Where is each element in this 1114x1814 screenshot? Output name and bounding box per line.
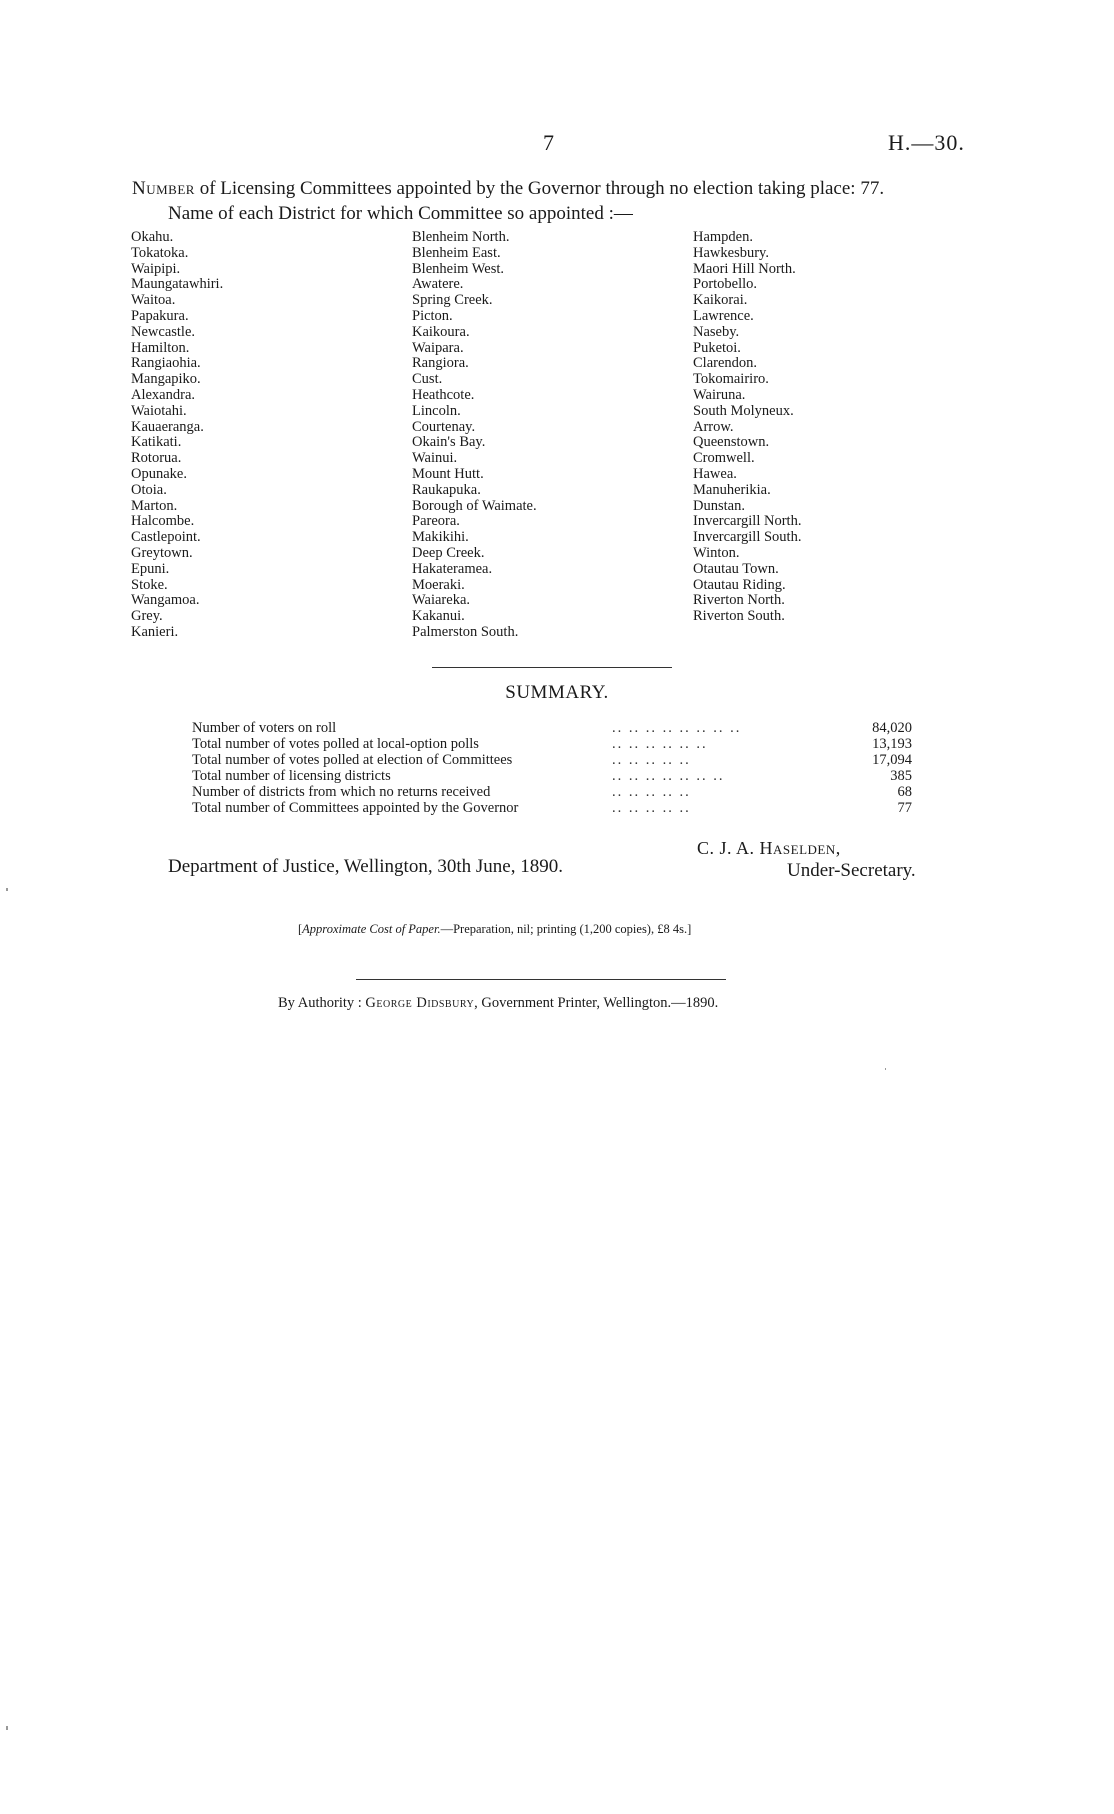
summary-label: Total number of votes polled at election of Committees bbox=[192, 752, 513, 768]
district-name: Newcastle. bbox=[131, 323, 196, 340]
district-name: Riverton South. bbox=[693, 608, 785, 625]
district-name: Arrow. bbox=[693, 418, 734, 435]
summary-label: Total number of licensing districts bbox=[192, 768, 391, 784]
summary-value: 68 bbox=[897, 784, 912, 800]
scan-speck bbox=[6, 1726, 8, 1730]
district-name: Kakanui. bbox=[412, 608, 465, 625]
summary-value: 13,193 bbox=[872, 736, 912, 752]
district-name: Kaikorai. bbox=[693, 292, 748, 309]
district-name: Marton. bbox=[131, 497, 178, 514]
dot-leader: .. .. .. .. .. .. bbox=[612, 736, 708, 752]
cost-label: Approximate Cost of Paper. bbox=[302, 922, 441, 936]
summary-value: 84,020 bbox=[872, 720, 912, 736]
dot-leader: .. .. .. .. .. bbox=[612, 800, 691, 816]
district-name: Halcombe. bbox=[131, 513, 195, 530]
district-name: Waiareka. bbox=[412, 592, 470, 609]
district-name: Kaikoura. bbox=[412, 323, 470, 340]
district-name: Invercargill North. bbox=[693, 513, 802, 530]
district-name: Blenheim East. bbox=[412, 244, 501, 261]
district-name: Greytown. bbox=[131, 544, 193, 561]
department-line: Department of Justice, Wellington, 30th June, 1890. bbox=[168, 856, 563, 877]
district-name: Picton. bbox=[412, 307, 453, 324]
signatory-name bbox=[697, 838, 841, 859]
summary-row bbox=[192, 768, 912, 784]
district-name: Waipara. bbox=[412, 339, 464, 356]
district-name: Tokomairiro. bbox=[693, 371, 769, 388]
signatory-title: Under-Secretary. bbox=[787, 860, 916, 881]
summary-value: 17,094 bbox=[872, 752, 912, 768]
district-name: Mount Hutt. bbox=[412, 465, 484, 482]
district-name: Naseby. bbox=[693, 323, 740, 340]
signatory-initials: C. J. A. bbox=[697, 838, 760, 858]
summary-row bbox=[192, 784, 912, 800]
district-name: Puketoi. bbox=[693, 339, 741, 356]
district-name: Lincoln. bbox=[412, 402, 461, 419]
district-name: Hawkesbury. bbox=[693, 244, 769, 261]
district-name: Mangapiko. bbox=[131, 371, 201, 388]
district-name: Papakura. bbox=[131, 307, 189, 324]
district-name: Otautau Riding. bbox=[693, 576, 786, 593]
summary-label: Total number of votes polled at local-option polls bbox=[192, 736, 479, 752]
district-name: Waitoa. bbox=[131, 292, 176, 309]
district-name: Wangamoa. bbox=[131, 592, 200, 609]
scan-speck bbox=[6, 888, 8, 891]
district-name: Borough of Waimate. bbox=[412, 497, 537, 514]
document-reference: H.—30. bbox=[888, 130, 965, 155]
district-name: Rangiora. bbox=[412, 355, 469, 372]
district-name: Portobello. bbox=[693, 276, 758, 293]
scan-speck bbox=[885, 1068, 886, 1070]
authority-suffix: , Government Printer, Wellington.—1890. bbox=[474, 995, 719, 1011]
district-name: Spring Creek. bbox=[412, 292, 493, 309]
intro-sentence bbox=[132, 178, 884, 200]
district-name: Hampden. bbox=[693, 229, 753, 245]
district-name: Castlepoint. bbox=[131, 529, 201, 546]
district-column-3 bbox=[693, 230, 801, 625]
district-name: Rotorua. bbox=[131, 450, 182, 467]
district-name: Courtenay. bbox=[412, 418, 476, 435]
district-name: Dunstan. bbox=[693, 497, 745, 514]
district-name: Blenheim West. bbox=[412, 260, 504, 277]
district-name: Hamilton. bbox=[131, 339, 190, 356]
summary-value: 77 bbox=[897, 800, 912, 816]
district-name: Heathcote. bbox=[412, 386, 475, 403]
district-name: Stoke. bbox=[131, 576, 168, 593]
summary-row bbox=[192, 800, 912, 816]
printer-authority-line bbox=[278, 995, 718, 1012]
summary-label: Total number of Committees appointed by the Governor bbox=[192, 800, 519, 816]
district-name: Hawea. bbox=[693, 465, 737, 482]
signatory-surname: Haselden, bbox=[759, 838, 841, 858]
district-name: Palmerston South. bbox=[412, 623, 519, 640]
cost-of-paper-note bbox=[298, 922, 691, 937]
district-name: Winton. bbox=[693, 544, 740, 561]
district-name: Moeraki. bbox=[412, 576, 465, 593]
district-name: Blenheim North. bbox=[412, 229, 510, 245]
district-name: Invercargill South. bbox=[693, 529, 802, 546]
district-name: Queenstown. bbox=[693, 434, 770, 451]
district-name: Rangiaohia. bbox=[131, 355, 201, 372]
district-name: Okahu. bbox=[131, 229, 174, 245]
district-name: Alexandra. bbox=[131, 386, 196, 403]
district-name: Cust. bbox=[412, 371, 443, 388]
district-name: Raukapuka. bbox=[412, 481, 481, 498]
district-name: Lawrence. bbox=[693, 307, 754, 324]
summary-row bbox=[192, 720, 912, 736]
district-name: South Molyneux. bbox=[693, 402, 794, 419]
cost-open-bracket: [ bbox=[298, 922, 303, 936]
summary-table bbox=[192, 720, 912, 816]
district-name: Riverton North. bbox=[693, 592, 785, 609]
district-name: Hakateramea. bbox=[412, 560, 493, 577]
district-name: Cromwell. bbox=[693, 450, 755, 467]
summary-label: Number of voters on roll bbox=[192, 720, 337, 736]
district-name: Okain's Bay. bbox=[412, 434, 486, 451]
district-name: Waipipi. bbox=[131, 260, 181, 277]
district-column-2 bbox=[412, 230, 537, 641]
section-divider bbox=[432, 667, 672, 668]
district-name: Otautau Town. bbox=[693, 560, 779, 577]
district-name: Waiotahi. bbox=[131, 402, 187, 419]
district-name: Deep Creek. bbox=[412, 544, 485, 561]
district-name: Pareora. bbox=[412, 513, 460, 530]
district-name: Manuherikia. bbox=[693, 481, 771, 498]
dot-leader: .. .. .. .. .. bbox=[612, 752, 691, 768]
district-name: Clarendon. bbox=[693, 355, 758, 372]
intro-lead-word: Number bbox=[132, 178, 195, 199]
districts-subheading: Name of each District for which Committee so appointed :— bbox=[168, 203, 633, 224]
district-name: Opunake. bbox=[131, 465, 187, 482]
summary-row bbox=[192, 736, 912, 752]
cost-detail: —Preparation, nil; printing (1,200 copies), £8 4s.] bbox=[440, 922, 692, 936]
district-name: Wairuna. bbox=[693, 386, 746, 403]
district-name: Tokatoka. bbox=[131, 244, 189, 261]
summary-label: Number of districts from which no returns received bbox=[192, 784, 491, 800]
dot-leader: .. .. .. .. .. .. .. bbox=[612, 768, 725, 784]
district-name: Kanieri. bbox=[131, 623, 179, 640]
summary-row bbox=[192, 752, 912, 768]
district-name: Katikati. bbox=[131, 434, 182, 451]
district-name: Grey. bbox=[131, 608, 163, 625]
district-name: Kauaeranga. bbox=[131, 418, 204, 435]
district-name: Awatere. bbox=[412, 276, 464, 293]
district-name: Otoia. bbox=[131, 481, 167, 498]
authority-prefix: By Authority : bbox=[278, 995, 366, 1011]
intro-text: of Licensing Committees appointed by the Governor through no election taking place: 77. bbox=[194, 178, 885, 199]
footer-divider bbox=[356, 979, 726, 980]
printer-name: George Didsbury bbox=[365, 995, 475, 1011]
district-column-1 bbox=[131, 230, 223, 641]
district-name: Maori Hill North. bbox=[693, 260, 796, 277]
dot-leader: .. .. .. .. .. .. .. .. bbox=[612, 720, 742, 736]
district-name: Epuni. bbox=[131, 560, 170, 577]
district-name: Makikihi. bbox=[412, 529, 469, 546]
summary-value: 385 bbox=[890, 768, 912, 784]
district-name: Wainui. bbox=[412, 450, 458, 467]
page-number: 7 bbox=[543, 130, 554, 155]
district-name: Maungatawhiri. bbox=[131, 276, 224, 293]
summary-title: SUMMARY. bbox=[505, 682, 609, 703]
dot-leader: .. .. .. .. .. bbox=[612, 784, 691, 800]
